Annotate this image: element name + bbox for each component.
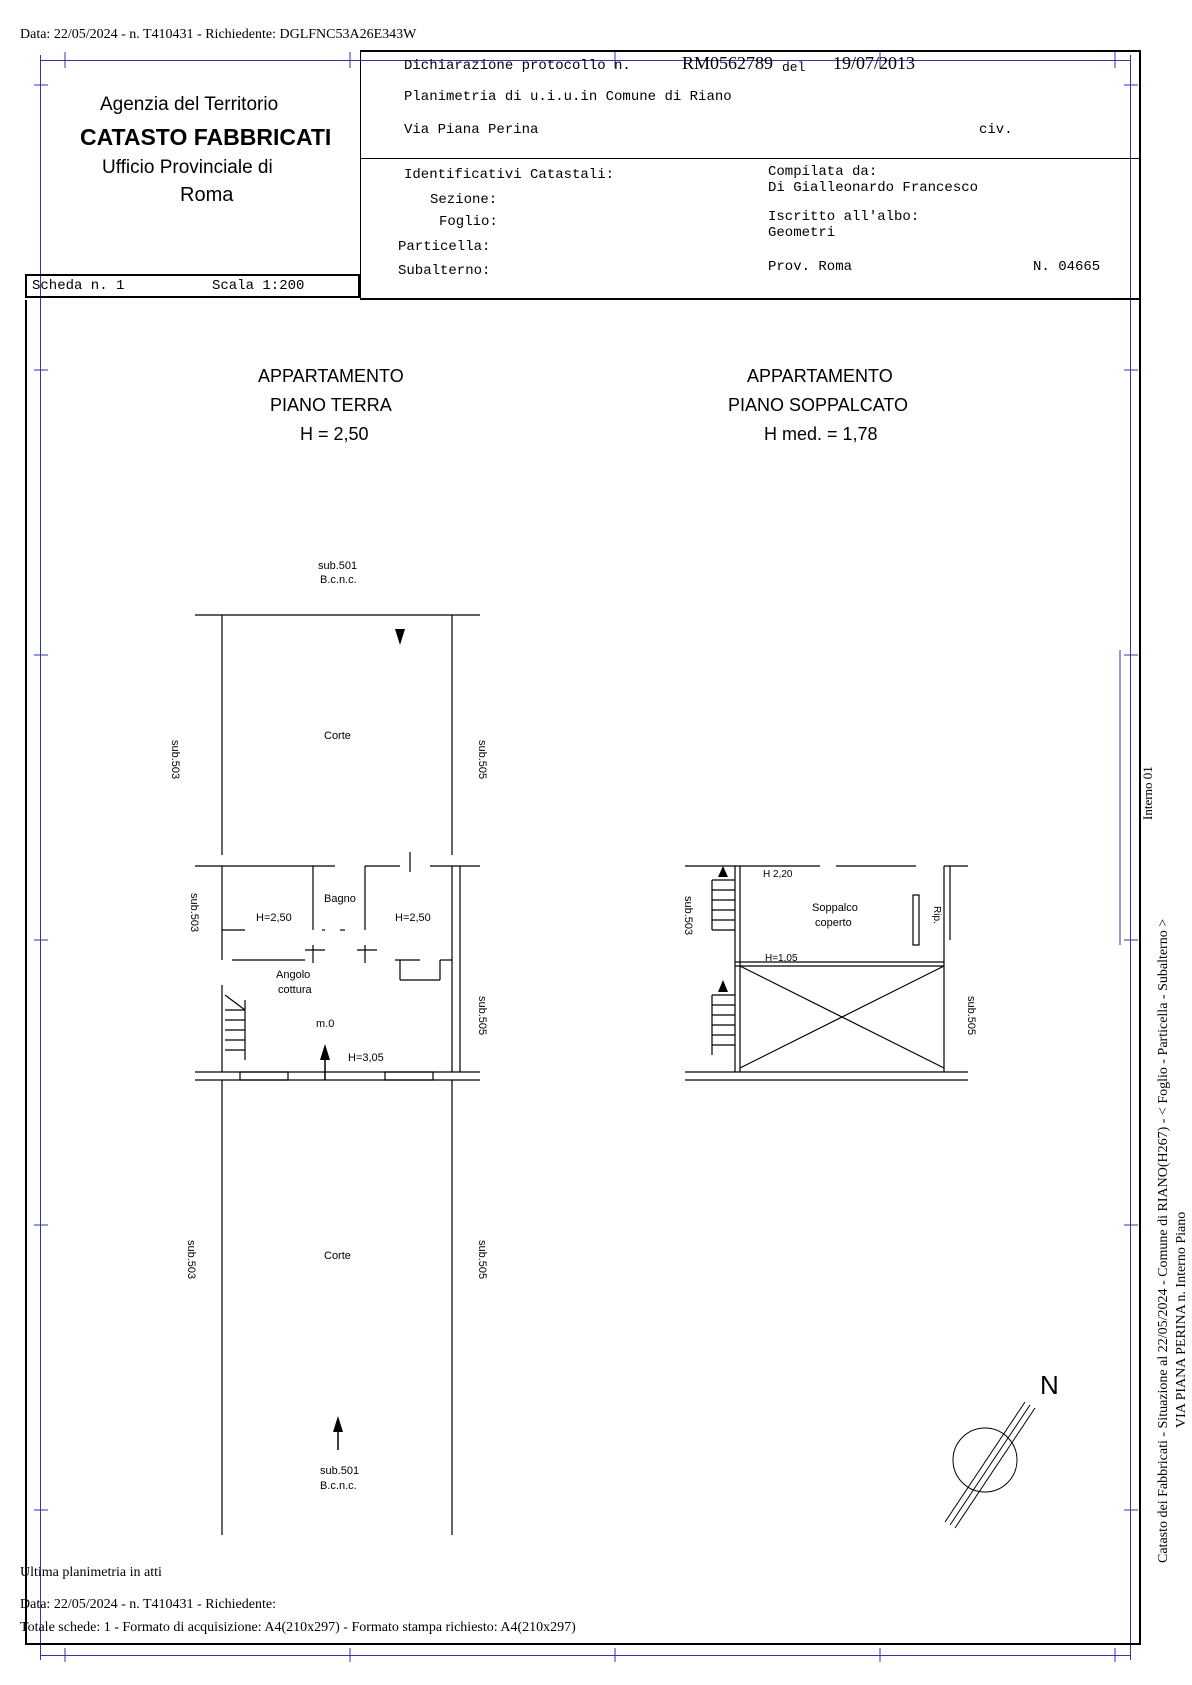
left-plan-height: H = 2,50 <box>300 424 369 444</box>
h-top-right-label: H 2,20 <box>763 869 793 880</box>
side-situazione-text: Catasto dei Fabbricati - Situazione al 22/05/2024 - Comune di RIANO(H267) - < Foglio - Particella - Subalterno > <box>1156 918 1171 1563</box>
bagno-label: Bagno <box>324 893 356 905</box>
ultima-planimetria: Ultima planimetria in atti <box>20 1565 162 1580</box>
footer-totale: Totale schede: 1 - Formato di acquisizione: A4(210x297) - Formato stampa richiesto: A4(210x297) <box>20 1620 576 1635</box>
scheda-number: Scheda n. 1 <box>32 278 125 294</box>
iscritto-value: Geometri <box>768 225 836 241</box>
scala: Scala 1:200 <box>212 278 305 294</box>
corte-top-label: Corte <box>324 730 351 742</box>
sub-right-right-plan: sub.505 <box>965 996 977 1036</box>
left-plan-title: APPARTAMENTO <box>258 366 404 386</box>
h-left-label: H=2,50 <box>256 912 292 924</box>
iscritto-label: Iscritto all'albo: <box>768 209 920 225</box>
protocollo-date: 19/07/2013 <box>833 53 916 73</box>
foglio-label: Foglio: <box>439 214 498 230</box>
subalterno-label: Subalterno: <box>398 263 491 279</box>
left-plan-floor: PIANO TERRA <box>270 395 392 415</box>
catasto-title: CATASTO FABBRICATI <box>80 124 332 150</box>
angolo-label: Angolo <box>276 969 311 981</box>
sub-left-mid-label: sub.503 <box>188 893 200 933</box>
north-label: N <box>1040 1370 1059 1400</box>
footer-data: Data: 22/05/2024 - n. T410431 - Richiedente: <box>20 1597 276 1612</box>
h-bottom-label: H=3,05 <box>348 1052 384 1064</box>
sub-right-mid-label: sub.505 <box>476 996 488 1036</box>
sezione-label: Sezione: <box>430 192 498 208</box>
h-right-label: H=2,50 <box>395 912 431 924</box>
right-plan-height: H med. = 1,78 <box>764 424 878 444</box>
sub-right-top-label: sub.505 <box>476 740 488 780</box>
dichiarazione-label: Dichiarazione protocollo n. <box>404 58 631 74</box>
sub-left-right-plan: sub.503 <box>682 896 694 936</box>
provincia: Prov. Roma <box>768 259 853 275</box>
h-mid-right-label: H=1,05 <box>765 953 798 964</box>
compilata-name: Di Gialleonardo Francesco <box>768 180 979 196</box>
room-label: m.0 <box>316 1018 335 1030</box>
identificativi-label: Identificativi Catastali: <box>404 167 615 183</box>
sub-left-top-label: sub.503 <box>169 740 181 780</box>
top-bcnc-label: B.c.n.c. <box>320 574 357 586</box>
soppalco-label: Soppalco <box>812 902 858 914</box>
albo-number: N. 04665 <box>1033 259 1101 275</box>
protocollo-number: RM0562789 <box>682 53 774 73</box>
address: Via Piana Perina <box>404 122 539 138</box>
side-address-text: VIA PIANA PERINA n. Interno Piano <box>1174 1211 1189 1428</box>
coperto-label: coperto <box>815 917 852 929</box>
side-interno-text: Interno 01 <box>1140 766 1155 820</box>
rip-label: Rip. <box>931 906 942 924</box>
request-info: Data: 22/05/2024 - n. T410431 - Richiedente: DGLFNC53A26E343W <box>20 27 417 42</box>
particella-label: Particella: <box>398 239 491 255</box>
ufficio-city: Roma <box>180 184 234 206</box>
ufficio: Ufficio Provinciale di <box>102 157 273 178</box>
civ-label: civ. <box>979 122 1013 138</box>
compilata-label: Compilata da: <box>768 164 878 180</box>
top-sub-label: sub.501 <box>318 560 358 572</box>
sub-right-bottom-label: sub.505 <box>476 1240 488 1280</box>
bottom-sub-label: sub.501 <box>320 1465 360 1477</box>
sub-left-bottom-label: sub.503 <box>185 1240 197 1280</box>
del-label: del <box>782 60 806 75</box>
right-plan-title: APPARTAMENTO <box>747 366 893 386</box>
planimetria-line: Planimetria di u.i.u.in Comune di Riano <box>404 89 732 105</box>
agency-name: Agenzia del Territorio <box>100 94 279 115</box>
cottura-label: cottura <box>278 984 312 996</box>
bottom-bcnc-label: B.c.n.c. <box>320 1480 357 1492</box>
right-plan-floor: PIANO SOPPALCATO <box>728 395 909 415</box>
corte-bottom-label: Corte <box>324 1250 351 1262</box>
